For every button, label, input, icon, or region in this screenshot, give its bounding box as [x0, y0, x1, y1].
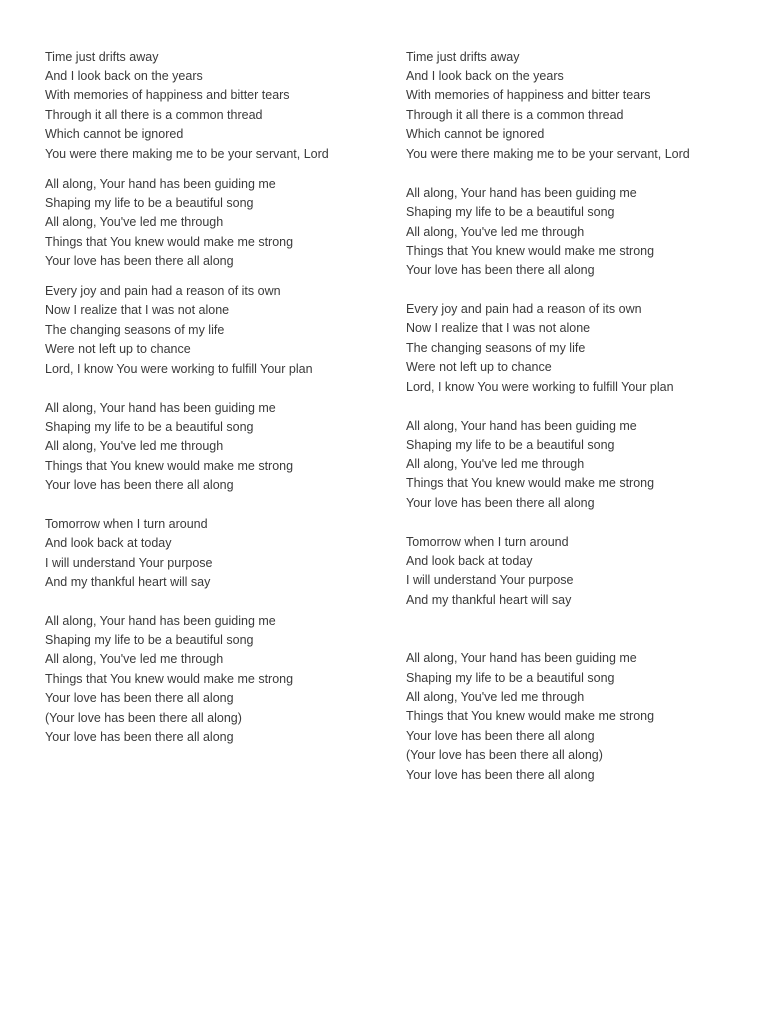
lyric-line: All along, Your hand has been guiding me	[406, 419, 637, 433]
lyric-line: Lord, I know You were working to fulfill Your plan	[406, 380, 674, 394]
lyric-line: And my thankful heart will say	[406, 593, 572, 607]
lyric-line: All along, You've led me through	[406, 690, 585, 704]
lyric-line: Which cannot be ignored	[45, 127, 184, 141]
lyric-line: Now I realize that I was not alone	[45, 303, 230, 317]
lyric-line: Which cannot be ignored	[406, 127, 545, 141]
lyric-line: All along, You've led me through	[45, 439, 224, 453]
lyric-line: Were not left up to chance	[406, 360, 552, 374]
lyric-line: Things that You knew would make me strong	[406, 709, 655, 723]
lyric-line: Shaping my life to be a beautiful song	[45, 420, 254, 434]
lyric-line: Your love has been there all along	[45, 254, 234, 268]
lyric-line: Tomorrow when I turn around	[406, 535, 569, 549]
lyric-line: Were not left up to chance	[45, 342, 191, 356]
lyric-line: And my thankful heart will say	[45, 575, 211, 589]
lyric-line: Your love has been there all along	[406, 729, 595, 743]
lyric-line: Your love has been there all along	[45, 730, 234, 744]
lyric-line: Your love has been there all along	[45, 478, 234, 492]
lyric-line: Shaping my life to be a beautiful song	[406, 205, 615, 219]
lyric-line: Time just drifts away	[45, 50, 159, 64]
lyric-line: All along, You've led me through	[45, 215, 224, 229]
lyric-line: And look back at today	[45, 536, 172, 550]
lyric-line: You were there making me to be your servant, Lord	[406, 147, 690, 161]
lyric-line: (Your love has been there all along)	[406, 748, 603, 762]
lyric-line: All along, Your hand has been guiding me	[45, 614, 276, 628]
lyric-line: (Your love has been there all along)	[45, 711, 242, 725]
lyric-line: Through it all there is a common thread	[45, 108, 263, 122]
lyric-line: Your love has been there all along	[406, 263, 595, 277]
lyric-line: Things that You knew would make me strong	[406, 244, 655, 258]
lyric-line: And I look back on the years	[406, 69, 564, 83]
lyric-line: Things that You knew would make me strong	[45, 459, 294, 473]
lyric-line: All along, Your hand has been guiding me	[406, 186, 637, 200]
lyric-line: Through it all there is a common thread	[406, 108, 624, 122]
lyric-line: Lord, I know You were working to fulfill Your plan	[45, 362, 313, 376]
lyric-line: I will understand Your purpose	[406, 573, 574, 587]
lyric-line: With memories of happiness and bitter tears	[406, 88, 651, 102]
lyric-line: Your love has been there all along	[406, 768, 595, 782]
lyric-line: I will understand Your purpose	[45, 556, 213, 570]
lyric-line: Your love has been there all along	[406, 496, 595, 510]
lyric-line: All along, You've led me through	[406, 225, 585, 239]
lyric-line: With memories of happiness and bitter tears	[45, 88, 290, 102]
lyric-line: All along, You've led me through	[45, 652, 224, 666]
lyric-line: You were there making me to be your servant, Lord	[45, 147, 329, 161]
lyric-line: Shaping my life to be a beautiful song	[45, 633, 254, 647]
lyric-line: Things that You knew would make me strong	[406, 476, 655, 490]
lyric-line: Shaping my life to be a beautiful song	[45, 196, 254, 210]
lyric-line: Tomorrow when I turn around	[45, 517, 208, 531]
lyric-line: Time just drifts away	[406, 50, 520, 64]
lyric-line: Shaping my life to be a beautiful song	[406, 438, 615, 452]
lyric-line: All along, Your hand has been guiding me	[45, 401, 276, 415]
lyric-line: Every joy and pain had a reason of its own	[45, 284, 281, 298]
lyric-line: The changing seasons of my life	[45, 323, 225, 337]
lyric-line: Things that You knew would make me strong	[45, 235, 294, 249]
lyric-line: All along, You've led me through	[406, 457, 585, 471]
lyric-line: All along, Your hand has been guiding me	[45, 177, 276, 191]
lyric-line: Things that You knew would make me strong	[45, 672, 294, 686]
lyric-line: Your love has been there all along	[45, 691, 234, 705]
lyric-line: Shaping my life to be a beautiful song	[406, 671, 615, 685]
lyric-line: And I look back on the years	[45, 69, 203, 83]
lyric-line: And look back at today	[406, 554, 533, 568]
lyric-line: The changing seasons of my life	[406, 341, 586, 355]
lyric-line: Now I realize that I was not alone	[406, 321, 591, 335]
lyric-line: Every joy and pain had a reason of its own	[406, 302, 642, 316]
lyric-line: All along, Your hand has been guiding me	[406, 651, 637, 665]
